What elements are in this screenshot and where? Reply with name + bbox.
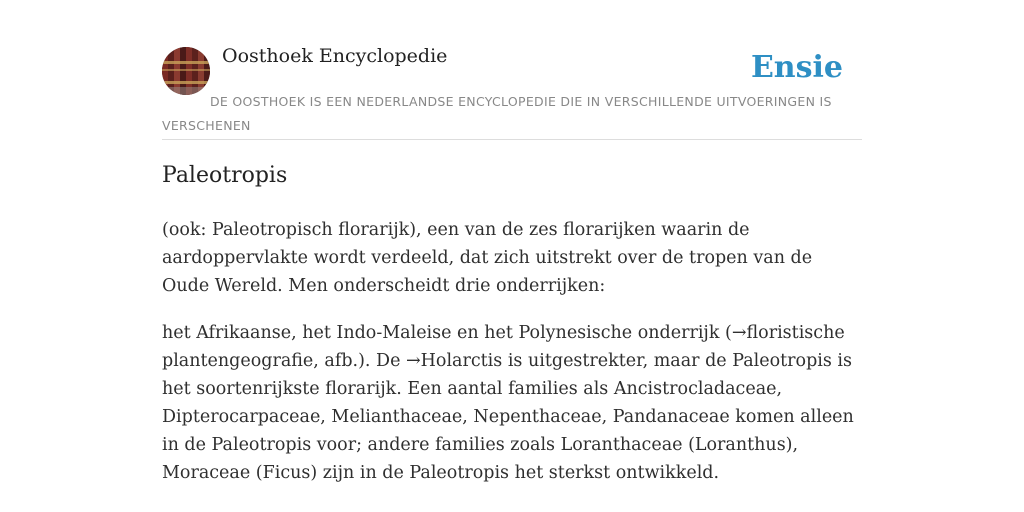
- site-title[interactable]: Oosthoek Encyclopedie: [222, 45, 448, 67]
- avatar[interactable]: [162, 47, 210, 95]
- site-tagline: DE OOSTHOEK IS EEN NEDERLANDSE ENCYCLOPEDIE DIE IN VERSCHILLENDE UITVOERINGEN IS VERSCHENEN: [162, 94, 832, 133]
- book-spines-avatar-icon: [162, 47, 210, 95]
- header-divider: [162, 139, 862, 140]
- article-paragraph-1: (ook: Paleotropisch florarijk), een van de zes florarijken waarin de aardoppervlakte wordt verdeeld, dat zich uitstrekt over de tropen van de Oude Wereld. Men onderscheidt drie onderrijken:: [162, 220, 813, 296]
- article-title: Paleotropis: [162, 163, 288, 188]
- article-paragraph-2: het Afrikaanse, het Indo-Maleise en het Polynesische onderrijk (→floristische plantengeografie, afb.). De →Holarctis is uitgestrekter, maar de Paleotropis is het soortenrijkste florarijk. Een aantal families als Ancistrocladaceae, Dipterocarpaceae, Melianthaceae, Nepenthaceae, Pandanaceae komen alleen in de Paleotropis voor; andere families zoals Loranthaceae (Loranthus), Moraceae (Ficus) zijn in de Paleotropis het sterkst ontwikkeld.: [162, 323, 854, 483]
- brand-logo[interactable]: Ensie: [750, 50, 843, 85]
